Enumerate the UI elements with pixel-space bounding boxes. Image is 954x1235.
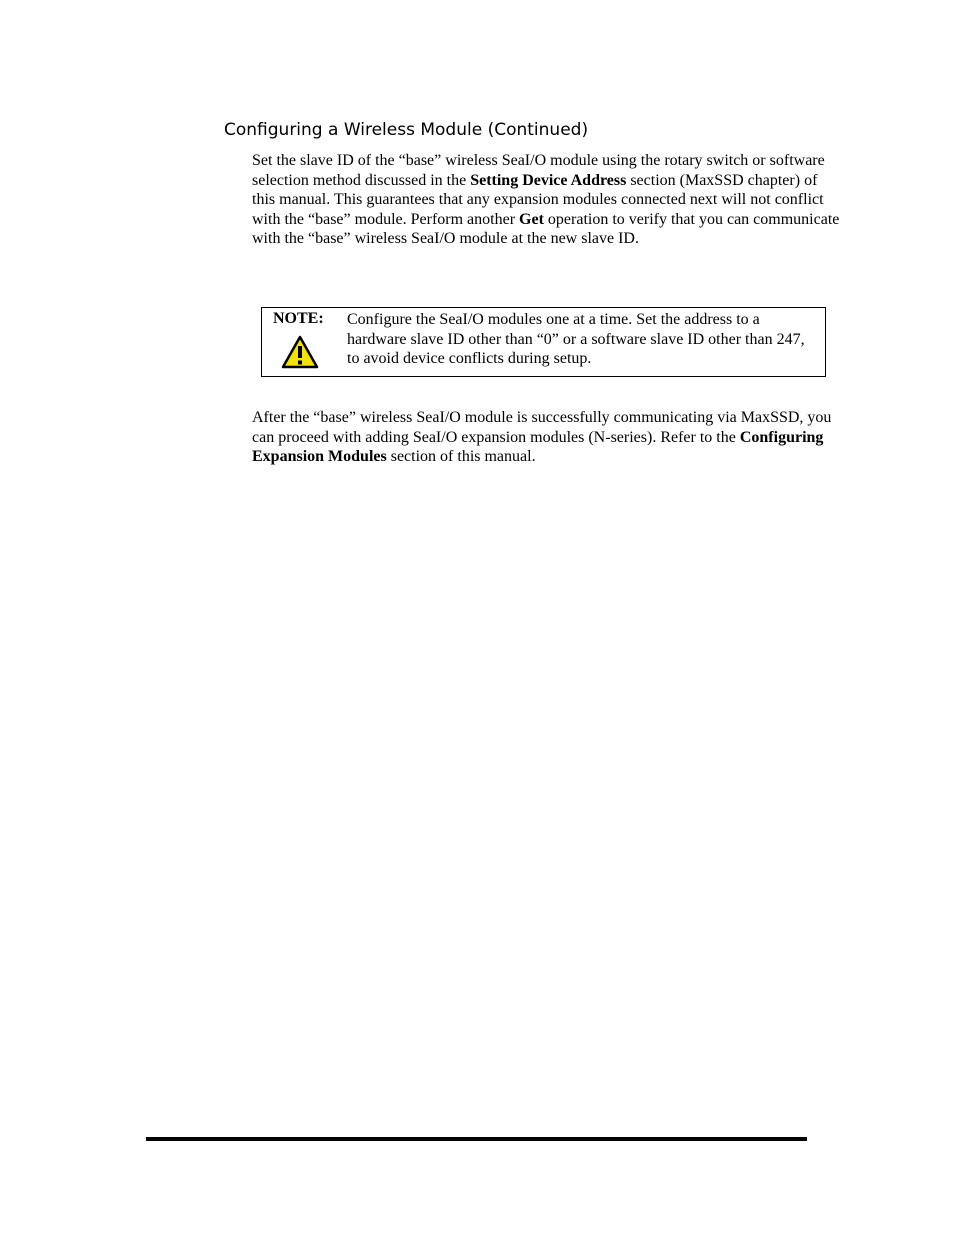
paragraph-text: Set the slave ID of the “base” wireless SeaI/O module using the rotary switch or software selection method discussed in the [252,152,825,189]
configuring-expansion-modules-reference: Configuring Expansion Modules [252,428,824,466]
paragraph-text: After the “base” wireless SeaI/O module is successfully communicating via MaxSSD, you can proceed with adding SeaI/O expansion modules (N-series). Refer to the [252,409,832,446]
get-operation-reference: Get [519,210,544,228]
paragraph-text: operation to verify that you can communicate with the “base” wireless SeaI/O module at the new slave ID. [252,210,840,248]
paragraph-text: section of this manual. [386,448,536,466]
paragraph-text: section (MaxSSD chapter) of this manual. This guarantees that any expansion modules connected next will not conflict with the “base” module. Perform another [252,171,824,228]
note-label: NOTE: [273,310,324,327]
warning-triangle-icon [281,335,319,369]
note-text: Configure the SeaI/O modules one at a time. Set the address to a hardware slave ID other than “0” or a software slave ID other than 247, to avoid device conflicts during setup. [347,311,805,368]
followup-paragraph [252,408,842,467]
note-box [261,307,826,377]
footer-rule [146,1137,807,1141]
section-heading: Configuring a Wireless Module (Continued) [224,120,589,140]
setting-device-address-reference: Setting Device Address [470,171,627,189]
intro-paragraph [252,151,842,249]
